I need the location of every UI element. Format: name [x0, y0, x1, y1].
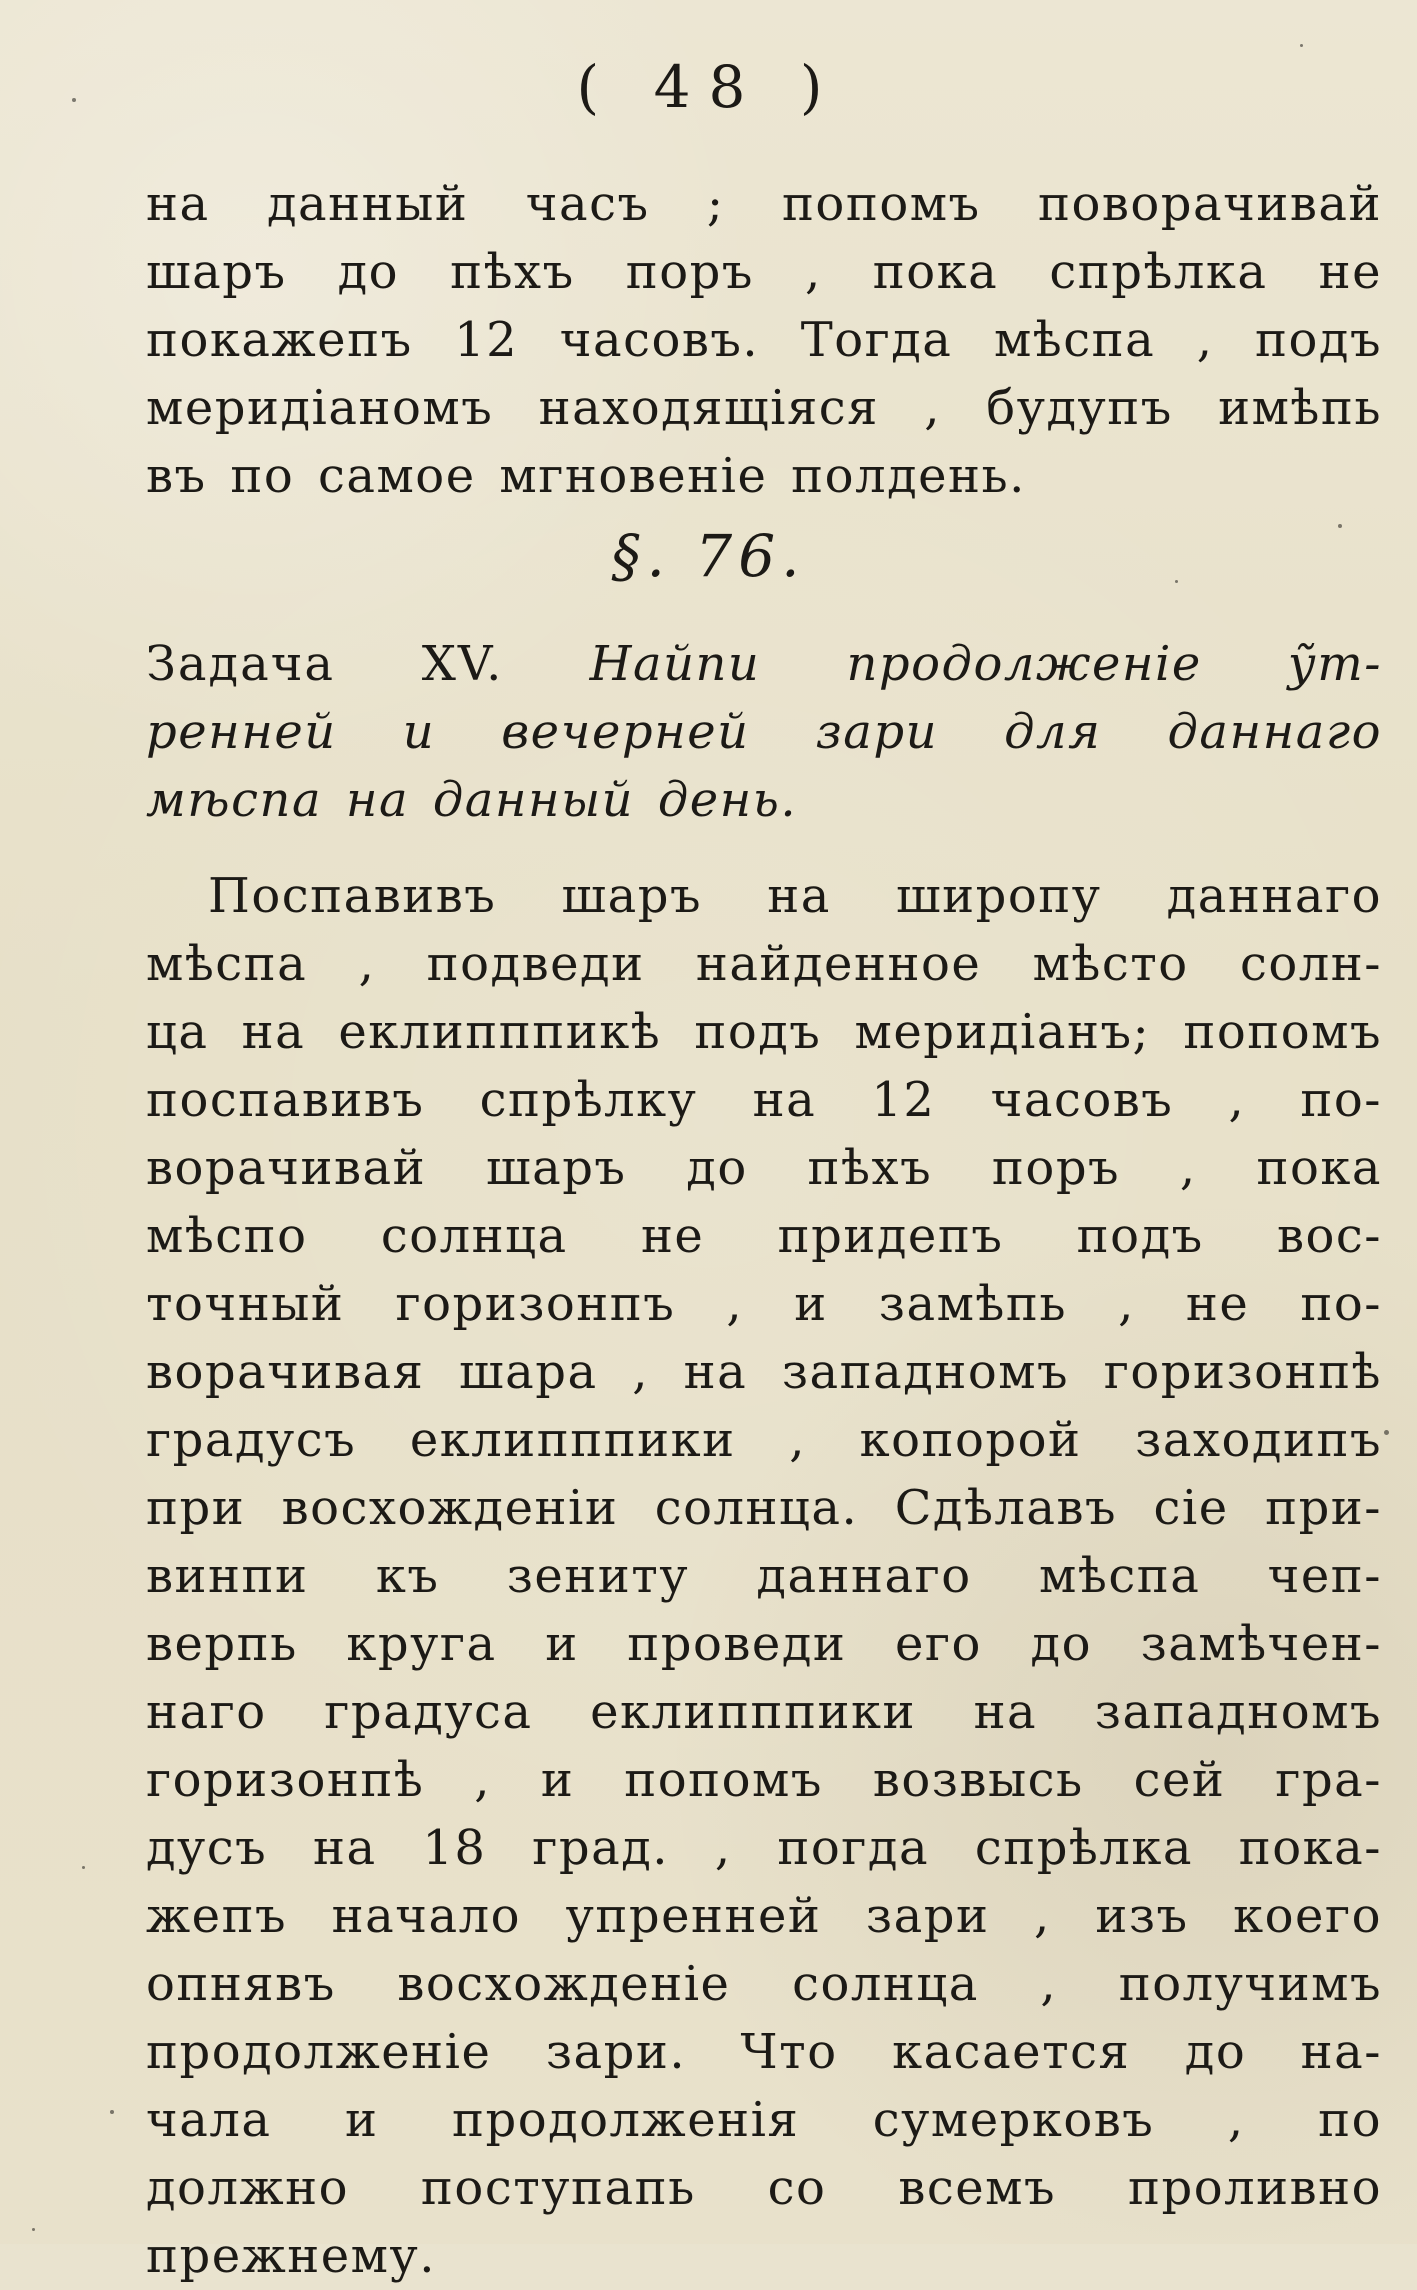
- page-header: ( 48 ): [576, 53, 841, 121]
- main-paragraph-line: верпь круга и проведи его до замѣчен-: [146, 1616, 1382, 1672]
- main-paragraph-line: мѣспо солнца не придепъ подъ вос-: [146, 1208, 1382, 1264]
- main-paragraph-line: дусъ на 18 град. , погда спрѣлка пока-: [146, 1820, 1382, 1876]
- main-paragraph-line: Поспавивъ шаръ на широпу даннаго: [208, 868, 1382, 924]
- top-paragraph-line: на данный часъ ; попомъ поворачивай: [146, 176, 1382, 232]
- paper-speck-5: [1384, 1430, 1389, 1435]
- task-line: мѣспа на данный день.: [146, 772, 798, 828]
- main-paragraph-line: опнявъ восхожденіе солнца , получимъ: [146, 1956, 1382, 2012]
- main-paragraph-line: ца на еклипппикѣ подъ меридіанъ; попомъ: [146, 1004, 1382, 1060]
- main-paragraph-line: точный горизонпъ , и замѣпь , не по-: [146, 1276, 1382, 1332]
- top-paragraph-line: въ по самое мгновеніе полдень.: [146, 448, 1026, 504]
- main-paragraph-line: горизонпѣ , и попомъ возвысь сей гра-: [146, 1752, 1382, 1808]
- main-paragraph-line: чала и продолженія сумерковъ , по: [146, 2092, 1382, 2148]
- main-paragraph-line: градусъ еклипппики , копорой заходипъ: [146, 1412, 1382, 1468]
- main-paragraph-line: ворачивая шара , на западномъ горизонпѣ: [146, 1344, 1382, 1400]
- task-label: Задача XV.: [146, 636, 504, 692]
- task-line: Найпи продолженіе у̃т-: [589, 636, 1382, 692]
- main-paragraph-line: продолженіе зари. Что касается до на-: [146, 2024, 1382, 2080]
- main-paragraph-line: мѣспа , подведи найденное мѣсто солн-: [146, 936, 1382, 992]
- top-paragraph-line: меридіаномъ находящіяся , будупъ имѣпь: [146, 380, 1382, 436]
- section-heading: §. 76.: [611, 522, 806, 590]
- main-paragraph-line: поспавивъ спрѣлку на 12 часовъ , по-: [146, 1072, 1382, 1128]
- task-heading: [146, 630, 1382, 834]
- top-paragraph-line: покажепъ 12 часовъ. Тогда мѣспа , подъ: [146, 312, 1382, 368]
- main-paragraph: [146, 862, 1382, 2290]
- main-paragraph-line: при восхожденіи солнца. Сдѣлавъ сіе при-: [146, 1480, 1382, 1536]
- main-paragraph-line: жепъ начало упренней зари , изъ коего: [146, 1888, 1382, 1944]
- main-paragraph-line: ворачивай шаръ до пѣхъ поръ , пока: [146, 1140, 1382, 1196]
- paper-speck-2: [1300, 44, 1303, 47]
- task-first-line: [146, 630, 1382, 698]
- main-paragraph-line: винпи къ зениту даннаго мѣспа чеп-: [146, 1548, 1382, 1604]
- top-paragraph: [146, 170, 1382, 510]
- paper-speck-8: [32, 2228, 35, 2231]
- main-paragraph-line: прежнему.: [146, 2228, 437, 2284]
- paper-speck-6: [82, 1866, 85, 1869]
- main-paragraph-line: наго градуса еклипппики на западномъ: [146, 1684, 1382, 1740]
- top-paragraph-line: шаръ до пѣхъ поръ , пока спрѣлка не: [146, 244, 1382, 300]
- paper-speck-7: [110, 2110, 114, 2114]
- main-paragraph-line: должно поступапь со всемъ проливно: [146, 2160, 1382, 2216]
- task-line: ренней и вечерней зари для даннаго: [146, 704, 1382, 760]
